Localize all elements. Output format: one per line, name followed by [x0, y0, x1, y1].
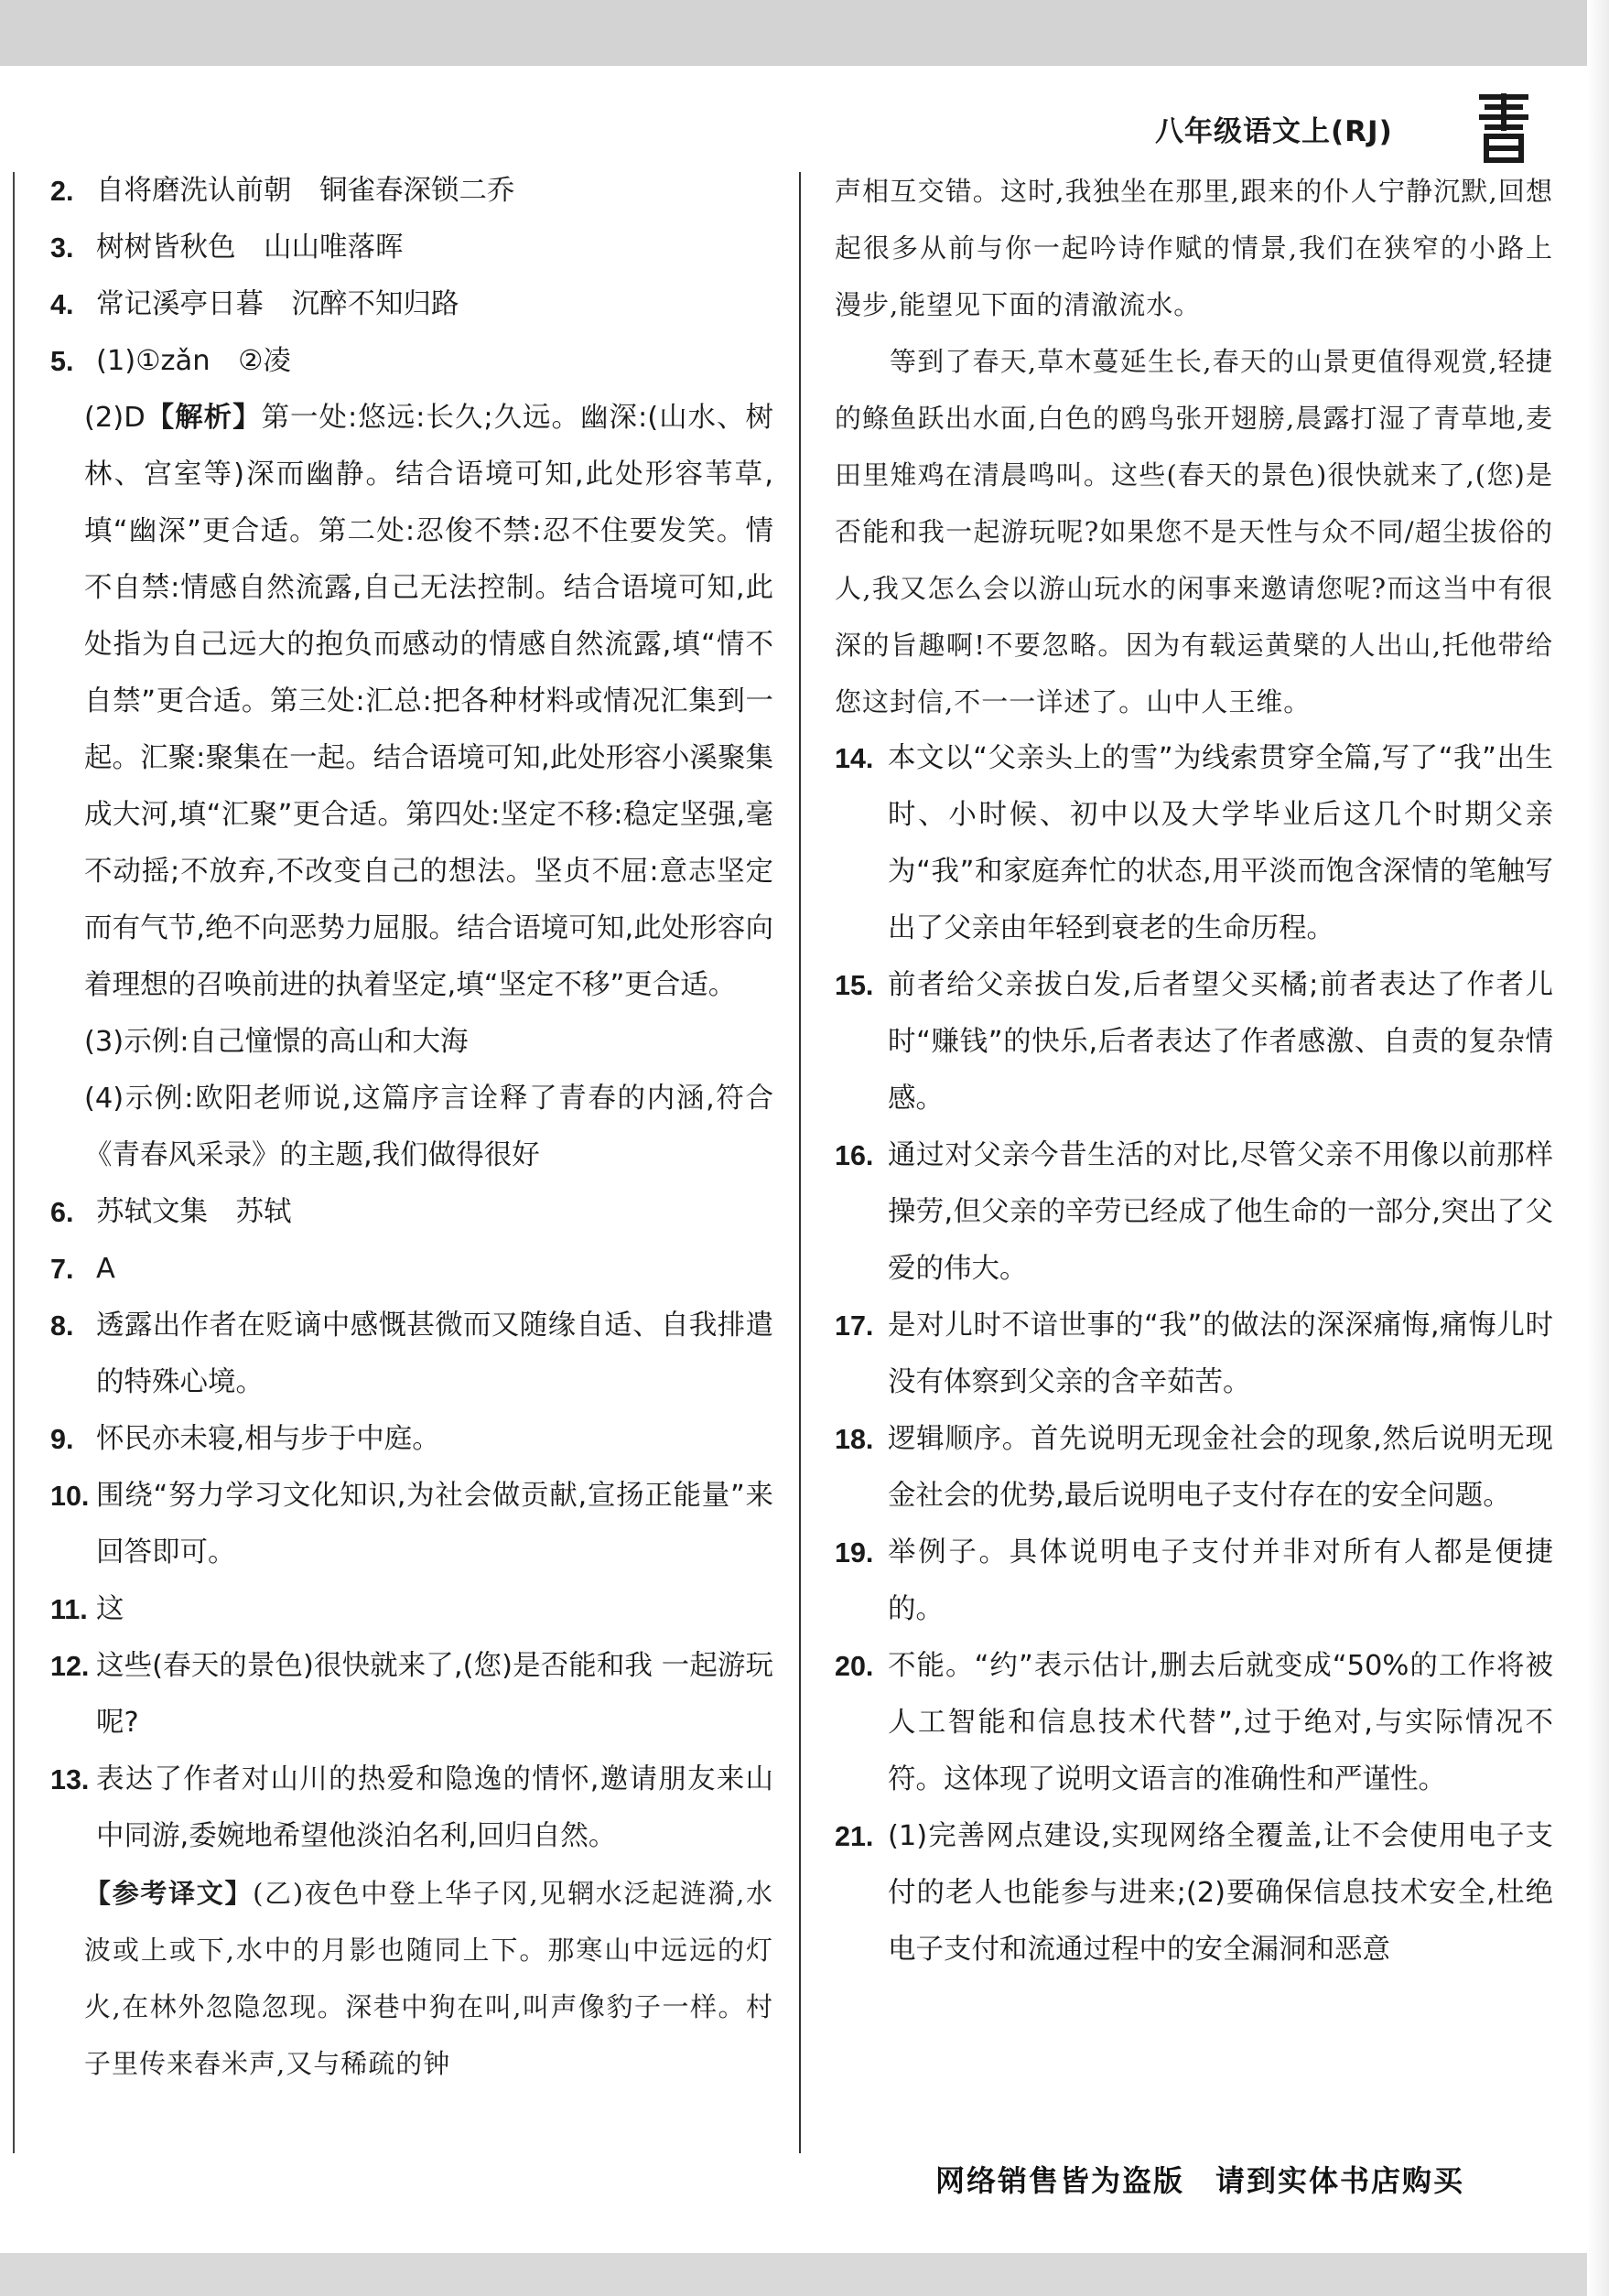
page-title: 八年级语文上(RJ)	[1155, 115, 1393, 148]
item-number: 9.	[50, 1424, 74, 1455]
answer-item-5	[50, 333, 773, 390]
answer-item-6	[50, 1184, 773, 1241]
left-border-line	[13, 172, 15, 2153]
item-number: 3.	[50, 232, 74, 264]
translation-text: (乙)夜色中登上华子冈,见辋水泛起涟漪,水波或上或下,水中的月影也随同上下。那寒山中远远的灯火,在林外忽隐忽现。深巷中狗在叫,叫声像豹子一样。村子里传来舂米声,又与稀疏的钟	[84, 1878, 773, 2079]
answer-item-3	[50, 220, 773, 276]
answer-item-19	[835, 1525, 1553, 1638]
answer-item-2	[50, 163, 773, 220]
item-number: 4.	[50, 289, 74, 320]
item-number: 17.	[835, 1310, 874, 1342]
answer-item-12	[50, 1638, 773, 1752]
item-text: 树树皆秋色 山山唯落晖	[96, 232, 404, 264]
item-text: 怀民亦未寝,相与步于中庭。	[96, 1423, 440, 1455]
item-text: 前者给父亲拔白发,后者望父买橘;前者表达了作者儿时“赚钱”的快乐,后者表达了作者感激、自责的复杂情感。	[888, 969, 1553, 1115]
part-prefix: (2)D	[84, 402, 146, 434]
book-logo-icon	[1475, 92, 1532, 165]
answer-item-4	[50, 276, 773, 333]
answer-item-15	[835, 957, 1553, 1127]
item-number: 19.	[835, 1537, 874, 1568]
item-text: (1)①zǎn ②凌	[96, 345, 291, 377]
item-number: 5.	[50, 346, 74, 377]
item-text: 是对儿时不谙世事的“我”的做法的深深痛悔,痛悔儿时没有体察到父亲的含辛茹苦。	[888, 1310, 1553, 1398]
translation-paragraph-2: 等到了春天,草木蔓延生长,春天的山景更值得观赏,轻捷的鲦鱼跃出水面,白色的鸥鸟张开翅膀,晨露打湿了青草地,麦田里雉鸡在清晨鸣叫。这些(春天的景色)很快就来了,(您)是否能和我一起游玩呢?如果您不是天性与众不同/超尘拔俗的人,我又怎么会以游山玩水的闲事来邀请您呢?而这当中有很深的旨趣啊!不要忽略。因为有载运黄檗的人出山,托他带给您这封信,不一一详述了。山中人王维。	[835, 346, 1553, 717]
item-text: 围绕“努力学习文化知识,为社会做贡献,宣扬正能量”来回答即可。	[96, 1480, 773, 1568]
answer-item-7	[50, 1241, 773, 1298]
item-text: 透露出作者在贬谪中感慨甚微而又随缘自适、自我排遣的特殊心境。	[96, 1310, 773, 1398]
answer-item-16	[835, 1127, 1553, 1298]
answer-item-13	[50, 1752, 773, 1865]
item-number: 21.	[835, 1821, 874, 1852]
answer-item-21	[835, 1808, 1553, 1978]
item-number: 14.	[835, 743, 874, 774]
item-number: 13.	[50, 1764, 90, 1795]
item-text: 自将磨洗认前朝 铜雀春深锁二乔	[96, 175, 515, 207]
answer-5-part-2	[50, 390, 773, 1014]
item-number: 11.	[50, 1594, 88, 1625]
item-text: 常记溪亭日暮 沉醉不知归路	[96, 288, 459, 320]
answer-item-14	[835, 730, 1553, 957]
left-column	[50, 163, 773, 2092]
item-number: 16.	[835, 1140, 874, 1171]
analysis-label: 【解析】	[145, 402, 262, 434]
item-number: 10.	[50, 1481, 90, 1512]
analysis-text: 第一处:悠远:长久;久远。幽深:(山水、树林、宫室等)深而幽静。结合语境可知,此处形容苇草,填“幽深”更合适。第二处:忍俊不禁:忍不住要发笑。情不自禁:情感自然流露,自己无法控制。结合语境可知,此处指为自己远大的抱负而感动的情感自然流露,填“情不自禁”更合适。第三处:汇总:把各种材料或情况汇集到一起。汇聚:聚集在一起。结合语境可知,此处形容小溪聚集成大河,填“汇聚”更合适。第四处:坚定不移:稳定坚强,毫不动摇;不放弃,不改变自己的想法。坚贞不屈:意志坚定而有气节,绝不向恶势力屈服。结合语境可知,此处形容向着理想的召唤前进的执着坚定,填“坚定不移”更合适。	[84, 402, 773, 1001]
item-number: 8.	[50, 1310, 74, 1342]
answer-item-10	[50, 1468, 773, 1581]
item-number: 12.	[50, 1651, 90, 1682]
translation-continued: 声相互交错。这时,我独坐在那里,跟来的仆人宁静沉默,回想起很多从前与你一起吟诗作赋的情景,我们在狭窄的小路上漫步,能望见下面的清澈流水。	[835, 176, 1553, 320]
reference-translation	[50, 1865, 773, 2092]
item-text: 不能。“约”表示估计,删去后就变成“50%的工作将被人工智能和信息技术代替”,过于绝对,与实际情况不符。这体现了说明文语言的准确性和严谨性。	[888, 1650, 1553, 1795]
translation-label: 【参考译文】	[84, 1878, 254, 1909]
item-number: 7.	[50, 1254, 74, 1285]
answer-item-17	[835, 1298, 1553, 1411]
answer-item-11	[50, 1581, 773, 1638]
item-number: 15.	[835, 970, 874, 1001]
item-text: 本文以“父亲头上的雪”为线索贯穿全篇,写了“我”出生时、小时候、初中以及大学毕业后这几个时期父亲为“我”和家庭奔忙的状态,用平淡而饱含深情的笔触写出了父亲由年轻到衰老的生命历程。	[888, 742, 1553, 944]
answer-item-9	[50, 1411, 773, 1468]
item-text: 逻辑顺序。首先说明无现金社会的现象,然后说明无现金社会的优势,最后说明电子支付存在的安全问题。	[888, 1423, 1553, 1512]
column-divider	[799, 172, 801, 2153]
answer-5-part-4: (4)示例:欧阳老师说,这篇序言诠释了青春的内涵,符合《青春风采录》的主题,我们做得很好	[84, 1083, 773, 1171]
item-number: 20.	[835, 1651, 874, 1682]
right-column	[835, 163, 1553, 1978]
item-text: A	[96, 1253, 115, 1285]
answer-item-18	[835, 1411, 1553, 1525]
answer-5-part-3: (3)示例:自己憧憬的高山和大海	[84, 1026, 469, 1058]
scan-band-bottom	[0, 2253, 1609, 2296]
scan-band-top	[0, 0, 1609, 66]
answer-item-20	[835, 1638, 1553, 1808]
item-text: 这些(春天的景色)很快就来了,(您)是否能和我 一起游玩呢?	[96, 1650, 773, 1739]
answer-item-8	[50, 1298, 773, 1411]
item-number: 2.	[50, 176, 74, 207]
item-text: 通过对父亲今昔生活的对比,尽管父亲不用像以前那样操劳,但父亲的辛劳已经成了他生命的一部分,突出了父爱的伟大。	[888, 1139, 1553, 1285]
item-number: 18.	[835, 1424, 874, 1455]
item-text: 这	[96, 1593, 124, 1625]
item-text: 表达了作者对山川的热爱和隐逸的情怀,邀请朋友来山中同游,委婉地希望他淡泊名利,回归自然。	[96, 1763, 773, 1852]
item-number: 6.	[50, 1197, 74, 1228]
page-edge-shadow	[1587, 0, 1609, 2296]
item-text: 举例子。具体说明电子支付并非对所有人都是便捷的。	[888, 1536, 1553, 1625]
anti-piracy-notice: 网络销售皆为盗版 请到实体书店购买	[935, 2163, 1465, 2198]
item-text: (1)完善网点建设,实现网络全覆盖,让不会使用电子支付的老人也能参与进来;(2)要确保信息技术安全,杜绝电子支付和流通过程中的安全漏洞和恶意	[888, 1820, 1553, 1966]
item-text: 苏轼文集 苏轼	[96, 1196, 292, 1228]
